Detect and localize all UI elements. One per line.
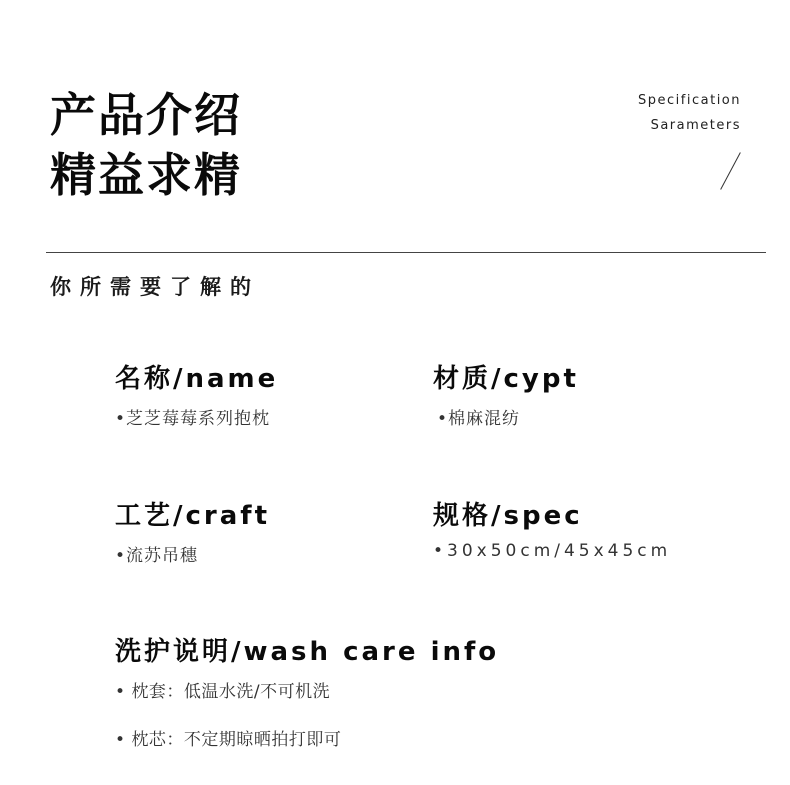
- page-title-line-2: 精益求精: [50, 148, 242, 202]
- page-title-line-1: 产品介绍: [50, 88, 242, 142]
- material-value: •棉麻混纺: [437, 409, 521, 429]
- craft-value: •流苏吊穗: [115, 546, 199, 566]
- material-heading: 材质/cypt: [433, 364, 579, 394]
- name-heading: 名称/name: [115, 364, 279, 394]
- divider-line: [46, 252, 766, 253]
- spec-value: •30x50cm/45x45cm: [433, 541, 672, 561]
- care-item-pillow-core: • 枕芯：不定期晾晒拍打即可: [115, 730, 342, 750]
- spec-heading: 规格/spec: [433, 501, 583, 531]
- care-heading: 洗护说明/wash care info: [115, 637, 500, 667]
- decorative-slash: [720, 152, 741, 190]
- name-value: •芝芝莓莓系列抱枕: [115, 409, 271, 429]
- care-item-pillowcase: • 枕套：低温水洗/不可机洗: [115, 682, 331, 702]
- english-caption-line-2: Sarameters: [650, 118, 741, 133]
- section-subtitle: 你所需要了解的: [50, 275, 260, 299]
- english-caption-line-1: Specification: [638, 93, 741, 108]
- craft-heading: 工艺/craft: [115, 501, 271, 531]
